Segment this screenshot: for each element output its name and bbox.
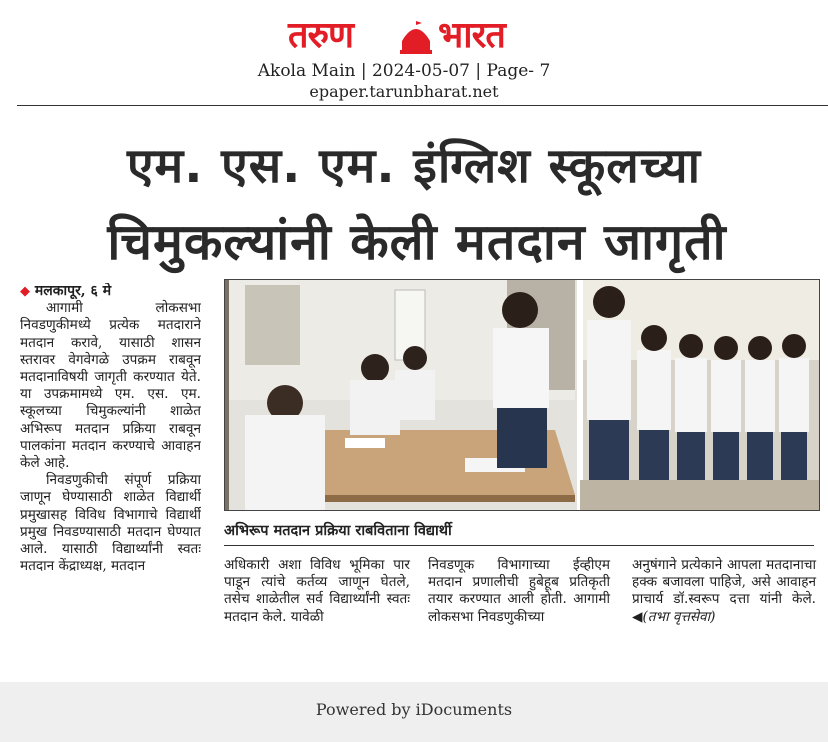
logo-emblem-icon xyxy=(398,21,434,55)
site-url[interactable]: epaper.tarunbharat.net xyxy=(309,82,499,101)
edition-info: Akola Main | 2024-05-07 | Page- 7 xyxy=(257,61,551,81)
column-2-text: अधिकारी अशा विविध भूमिका पार पाडून त्यांचे कर्तव्य जाणून घेतले, तसेच शाळेतील सर्व विद्यार्थ्यांनी स्वतः मतदान केले. यावेळी xyxy=(224,557,410,625)
article-photo xyxy=(224,279,820,511)
column-4-body: अनुषंगाने प्रत्येकाने आपला मतदानाचा हक्क बजावला पाहिजे, असे आवाहन प्राचार्य डॉ.स्वरूप दत्ता यांनी केले. xyxy=(632,557,816,608)
powered-by-link[interactable]: Powered by iDocuments xyxy=(315,700,513,719)
masthead-divider xyxy=(17,105,828,106)
headline-line-1: एम. एस. एम. इंग्लिश स्कूलच्या xyxy=(126,138,702,194)
article-column-1 xyxy=(20,283,201,643)
diamond-bullet-icon: ◆ xyxy=(20,284,30,299)
column-3-text: निवडणूक विभागाच्या ईव्हीएम मतदान प्रणालीची हुबेहूब प्रतिकृती तयार करण्यात आली होती. आगामी लोकसभा निवडणुकीच्या xyxy=(428,557,610,625)
article-paragraph-2: निवडणुकीची संपूर्ण प्रक्रिया जाणून घेण्यासाठी शाळेत विद्यार्थी प्रमुखासह विविध विभागाचे विद्यार्थी प्रमुख निवडण्यासाठी मतदान घेण्यात आले. यासाठी विद्यार्थ्यांनी स्वतः मतदान केंद्राध्यक्ष, मतदान xyxy=(20,472,201,575)
tarun-bharat-logo[interactable] xyxy=(288,15,540,58)
article-column-2 xyxy=(224,557,410,626)
logo-text-right: भारत xyxy=(438,15,505,56)
end-mark-icon: ◀ xyxy=(632,608,643,625)
dateline-text: मलकापूर, ६ मे xyxy=(34,283,112,299)
article-column-3 xyxy=(428,557,610,626)
article-column-4 xyxy=(632,557,816,626)
signoff: (तभा वृत्तसेवा) xyxy=(642,608,716,625)
headline-line-2: चिमुकल्यांनी केली मतदान जागृती xyxy=(107,213,727,271)
masthead xyxy=(0,0,828,106)
logo-text-left: तरुण xyxy=(288,15,354,56)
column-4-text xyxy=(632,557,816,626)
article-paragraph-1: आगामी लोकसभा निवडणुकीमध्ये प्रत्येक मतदाराने मतदान करावे, यासाठी शासन स्तरावर वेगवेगळे उपक्रम राबवून मतदानाविषयी जागृती करण्यात येते. या उपक्रमामध्ये एम. एस. एम. स्कूलच्या चिमुकल्यांनी शाळेत अभिरूप मतदान प्रक्रिया राबवून पालकांना मतदान करण्याचे आवाहन केले आहे. xyxy=(20,300,201,472)
dateline xyxy=(20,283,201,300)
classroom-photo-illustration xyxy=(225,280,819,510)
photo-caption: अभिरूप मतदान प्रक्रिया राबविताना विद्यार्थी xyxy=(224,520,814,546)
